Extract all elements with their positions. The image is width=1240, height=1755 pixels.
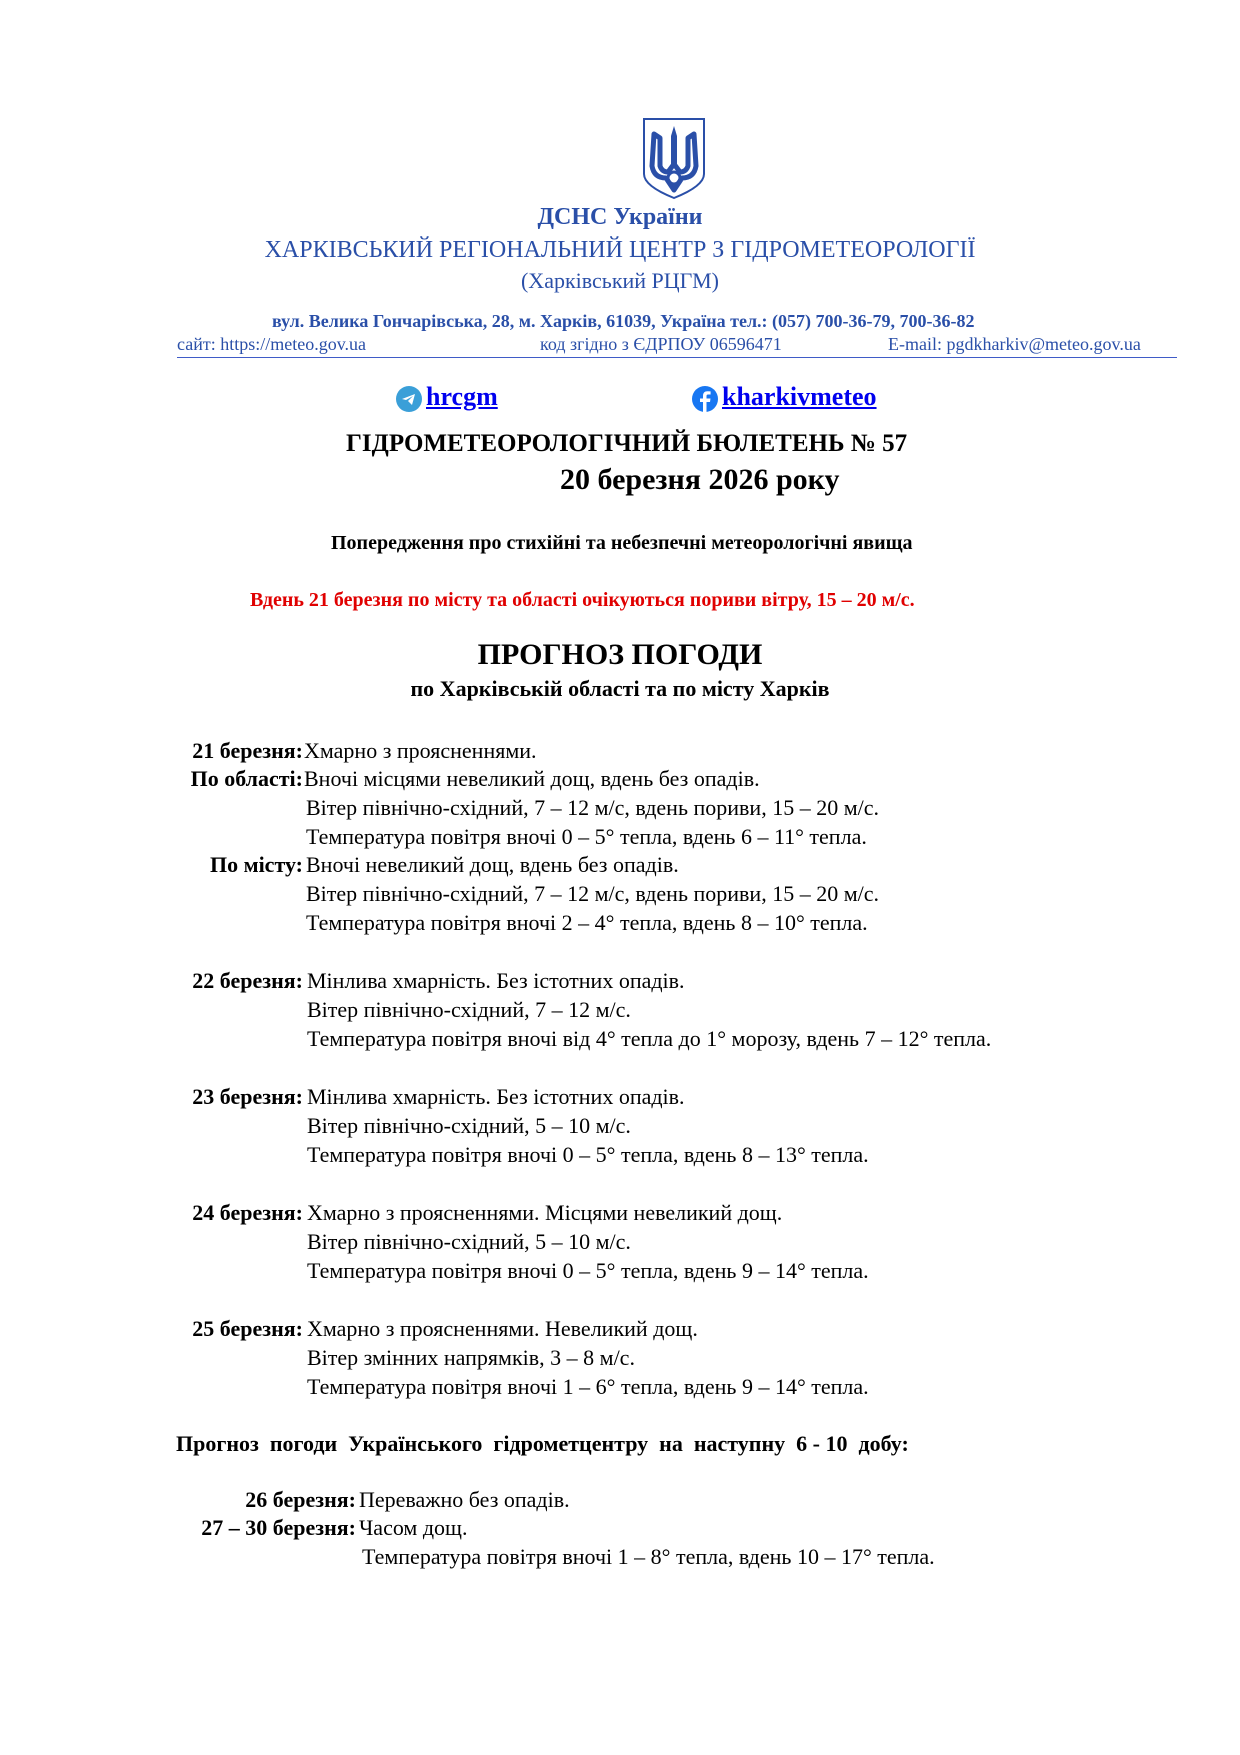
website-link[interactable]: сайт: https://meteo.gov.ua — [177, 334, 367, 354]
day-label: 24 березня: — [192, 1200, 303, 1225]
day-line: Мінлива хмарність. Без істотних опадів. — [307, 968, 685, 993]
region-line: Вітер північно-східний, 7 – 12 м/с, вдень пориви, 15 – 20 м/с. — [306, 795, 879, 820]
email-link[interactable]: E-mail: pgdkharkiv@meteo.gov.ua — [888, 334, 1141, 354]
day-label: 22 березня: — [192, 968, 303, 993]
forecast-title: ПРОГНОЗ ПОГОДИ — [477, 638, 763, 671]
facebook-icon — [692, 386, 718, 417]
day-line: Вітер північно-східний, 5 – 10 м/с. — [307, 1113, 631, 1138]
org-abbreviation: (Харківський РЦГМ) — [520, 268, 719, 293]
region-line: Температура повітря вночі 0 – 5° тепла, вдень 6 – 11° тепла. — [306, 824, 867, 849]
warning-text: Вдень 21 березня по місту та області очікуються пориви вітру, 15 – 20 м/с. — [250, 589, 915, 611]
day-line: Мінлива хмарність. Без істотних опадів. — [307, 1084, 685, 1109]
facebook-link[interactable] — [692, 382, 877, 417]
bulletin-date: 20 березня 2026 року — [560, 463, 840, 496]
extended-label: 27 – 30 березня: — [201, 1515, 356, 1540]
org-short-name: ДСНС України — [537, 204, 703, 230]
forecast-subtitle: по Харківській області та по місту Харків — [410, 676, 830, 701]
telegram-handle[interactable]: hrcgm — [426, 382, 498, 411]
city-line: Вітер північно-східний, 7 – 12 м/с, вдень пориви, 15 – 20 м/с. — [306, 881, 879, 906]
day-line: Температура повітря вночі 0 – 5° тепла, вдень 9 – 14° тепла. — [307, 1258, 869, 1283]
telegram-link[interactable] — [396, 382, 498, 417]
day-line: Хмарно з проясненнями. Невеликий дощ. — [307, 1316, 698, 1341]
day-label: 21 березня: — [192, 738, 303, 763]
extended-line: Переважно без опадів. — [359, 1487, 570, 1512]
day-label: 25 березня: — [192, 1316, 303, 1341]
extended-line: Часом дощ. — [359, 1515, 468, 1540]
day-label: 23 березня: — [192, 1084, 303, 1109]
region-label: По області: — [190, 766, 303, 791]
facebook-handle[interactable]: kharkivmeteo — [722, 382, 877, 411]
ukraine-trident-emblem-icon — [640, 116, 708, 200]
day-line: Температура повітря вночі 0 – 5° тепла, вдень 8 – 13° тепла. — [307, 1142, 869, 1167]
extended-heading: Прогноз погоди Українського гідрометцентру на наступну 6 - 10 добу: — [176, 1431, 909, 1456]
region-line: Вночі місцями невеликий дощ, вдень без опадів. — [304, 766, 760, 791]
city-line: Температура повітря вночі 2 – 4° тепла, вдень 8 – 10° тепла. — [306, 910, 868, 935]
edrpou-code: код згідно з ЄДРПОУ 06596471 — [540, 334, 782, 354]
org-full-name: ХАРКІВСЬКИЙ РЕГІОНАЛЬНИЙ ЦЕНТР З ГІДРОМЕТЕОРОЛОГІЇ — [264, 237, 976, 263]
address-phone: вул. Велика Гончарівська, 28, м. Харків, 61039, Україна тел.: (057) 700-36-79, 700-36-82 — [272, 311, 975, 331]
day-line: Вітер північно-східний, 5 – 10 м/с. — [307, 1229, 631, 1254]
warning-heading: Попередження про стихійні та небезпечні метеорологічні явища — [331, 532, 913, 554]
city-label: По місту: — [209, 852, 303, 877]
day-line: Температура повітря вночі від 4° тепла до 1° морозу, вдень 7 – 12° тепла. — [307, 1026, 992, 1051]
day-summary: Хмарно з проясненнями. — [304, 738, 537, 763]
day-line: Вітер змінних напрямків, 3 – 8 м/с. — [307, 1345, 635, 1370]
extended-line: Температура повітря вночі 1 – 8° тепла, вдень 10 – 17° тепла. — [362, 1544, 935, 1569]
header-divider — [177, 357, 1177, 358]
day-line: Температура повітря вночі 1 – 6° тепла, вдень 9 – 14° тепла. — [307, 1374, 869, 1399]
extended-label: 26 березня: — [245, 1487, 356, 1512]
city-line: Вночі невеликий дощ, вдень без опадів. — [306, 852, 679, 877]
bulletin-title: ГІДРОМЕТЕОРОЛОГІЧНИЙ БЮЛЕТЕНЬ № 57 — [346, 430, 908, 457]
telegram-icon — [396, 386, 422, 417]
day-line: Вітер північно-східний, 7 – 12 м/с. — [307, 997, 631, 1022]
day-line: Хмарно з проясненнями. Місцями невеликий дощ. — [307, 1200, 783, 1225]
